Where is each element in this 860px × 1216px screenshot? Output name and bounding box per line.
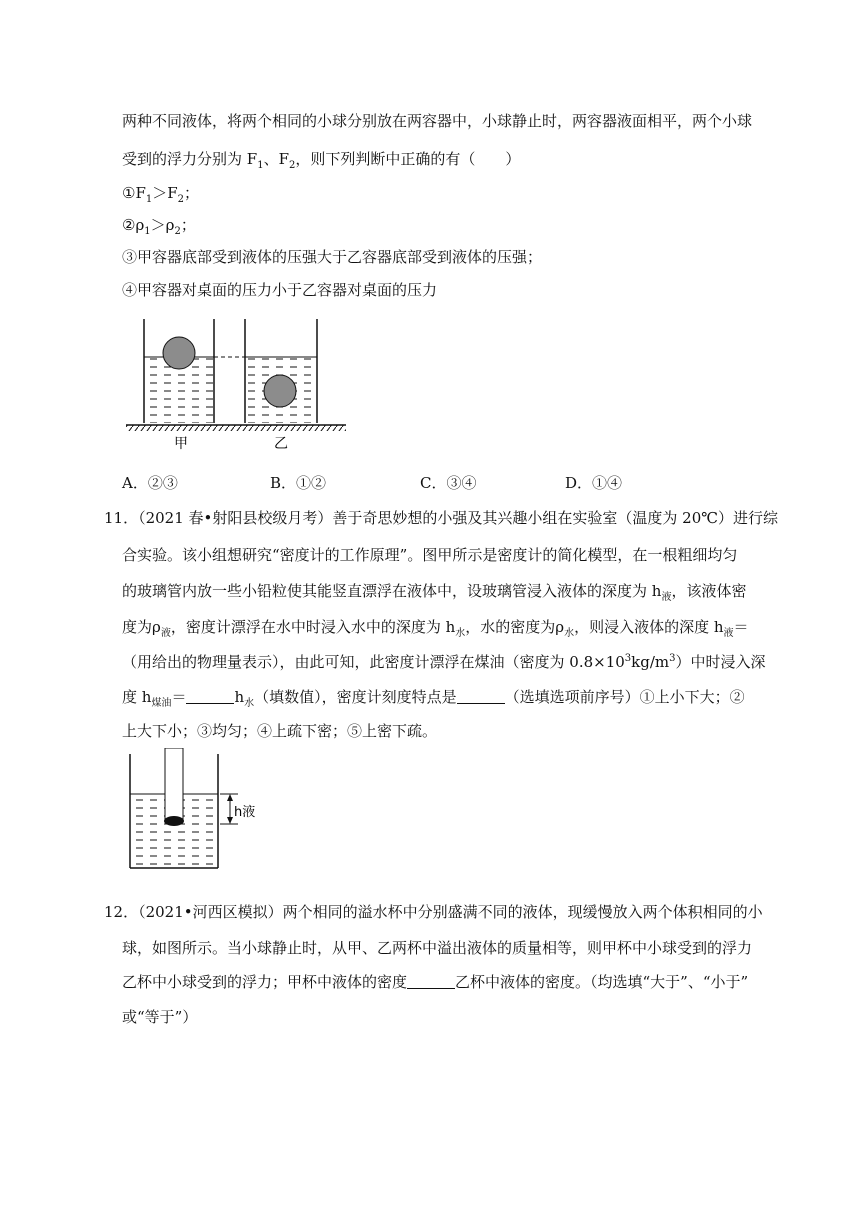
q10-stem-line2: 受到的浮力分别为 $F_1$、$F_2$，则下列判断中正确的有（ ） [122, 150, 521, 171]
ball-jia [163, 337, 195, 369]
label-jia: 甲 [174, 436, 188, 452]
q11-line1: 11．（2021 春•射阳县校级月考）善于奇思妙想的小强及其兴趣小组在实验室（温度为 20℃）进行综 [104, 509, 779, 527]
q10-option-b[interactable]: B．①② [270, 474, 327, 492]
label-h-liquid: h液 [234, 805, 256, 820]
q12-line2: 球，如图所示。当小球静止时，从甲、乙两杯中溢出液体的质量相等，则甲杯中小球受到的浮力 [122, 939, 753, 957]
q11-line2: 合实验。该小组想研究“密度计的工作原理”。图甲所示是密度计的简化模型，在一根粗细均匀 [122, 546, 738, 564]
q11-line7: 上大下小；③均匀；④上疏下密；⑤上密下疏。 [122, 722, 438, 740]
q10-item-3: ③甲容器底部受到液体的压强大于乙容器底部受到液体的压强； [122, 248, 543, 266]
q12-line1: 12．（2021•河西区模拟）两个相同的溢水杯中分别盛满不同的液体，现缓慢放入两个体积相同的小 [104, 903, 763, 921]
answer-blank-scale[interactable] [457, 689, 505, 704]
hydrometer-tube [165, 748, 183, 822]
q10-option-d[interactable]: D．①④ [565, 474, 623, 492]
q12-line3: 乙杯中小球受到的浮力；甲杯中液体的密度 乙杯中液体的密度。（均选填“大于”、“小于” [122, 973, 749, 991]
q10-figure-containers [120, 315, 355, 455]
q10-item-2: $②\rho_1>\rho_2$； [122, 216, 196, 237]
q11-figure-hydrometer [120, 748, 280, 873]
label-yi: 乙 [274, 436, 288, 452]
q10-item-1: $①F_1>F_2$； [122, 184, 200, 205]
q11-line4: 度为$\rho_液$，密度计漂浮在水中时浸入水中的深度为 $h_水$，水的密度为$\rho_水$，则浸入液体的深度 $h_液=$ [122, 618, 749, 639]
answer-blank-density[interactable] [407, 974, 455, 989]
lead-shot [164, 816, 184, 826]
q10-stem-line1: 两种不同液体，将两个相同的小球分别放在两容器中，小球静止时，两容器液面相平，两个小球 [122, 112, 753, 130]
q12-line4: 或“等于”） [122, 1008, 198, 1026]
q11-line6: 度 $h_{煤油}= h_水$（填数值），密度计刻度特点是 （选填选项前序号）①上小下大；② [122, 688, 745, 709]
q10-option-c[interactable]: C．③④ [420, 474, 477, 492]
q10-item-4: ④甲容器对桌面的压力小于乙容器对桌面的压力 [122, 281, 438, 299]
ball-yi [264, 375, 296, 407]
q10-option-a[interactable]: A．②③ [122, 474, 178, 492]
q11-line5: （用给出的物理量表示），由此可知，此密度计漂浮在煤油（密度为 $0.8\times 10^3kg/m^3$）中时浸入深 [122, 653, 766, 671]
answer-blank-ratio[interactable] [186, 689, 234, 704]
q11-line3: 的玻璃管内放一些小铅粒使其能竖直漂浮在液体中，设玻璃管浸入液体的深度为 $h_液$，该液体密 [122, 582, 747, 603]
